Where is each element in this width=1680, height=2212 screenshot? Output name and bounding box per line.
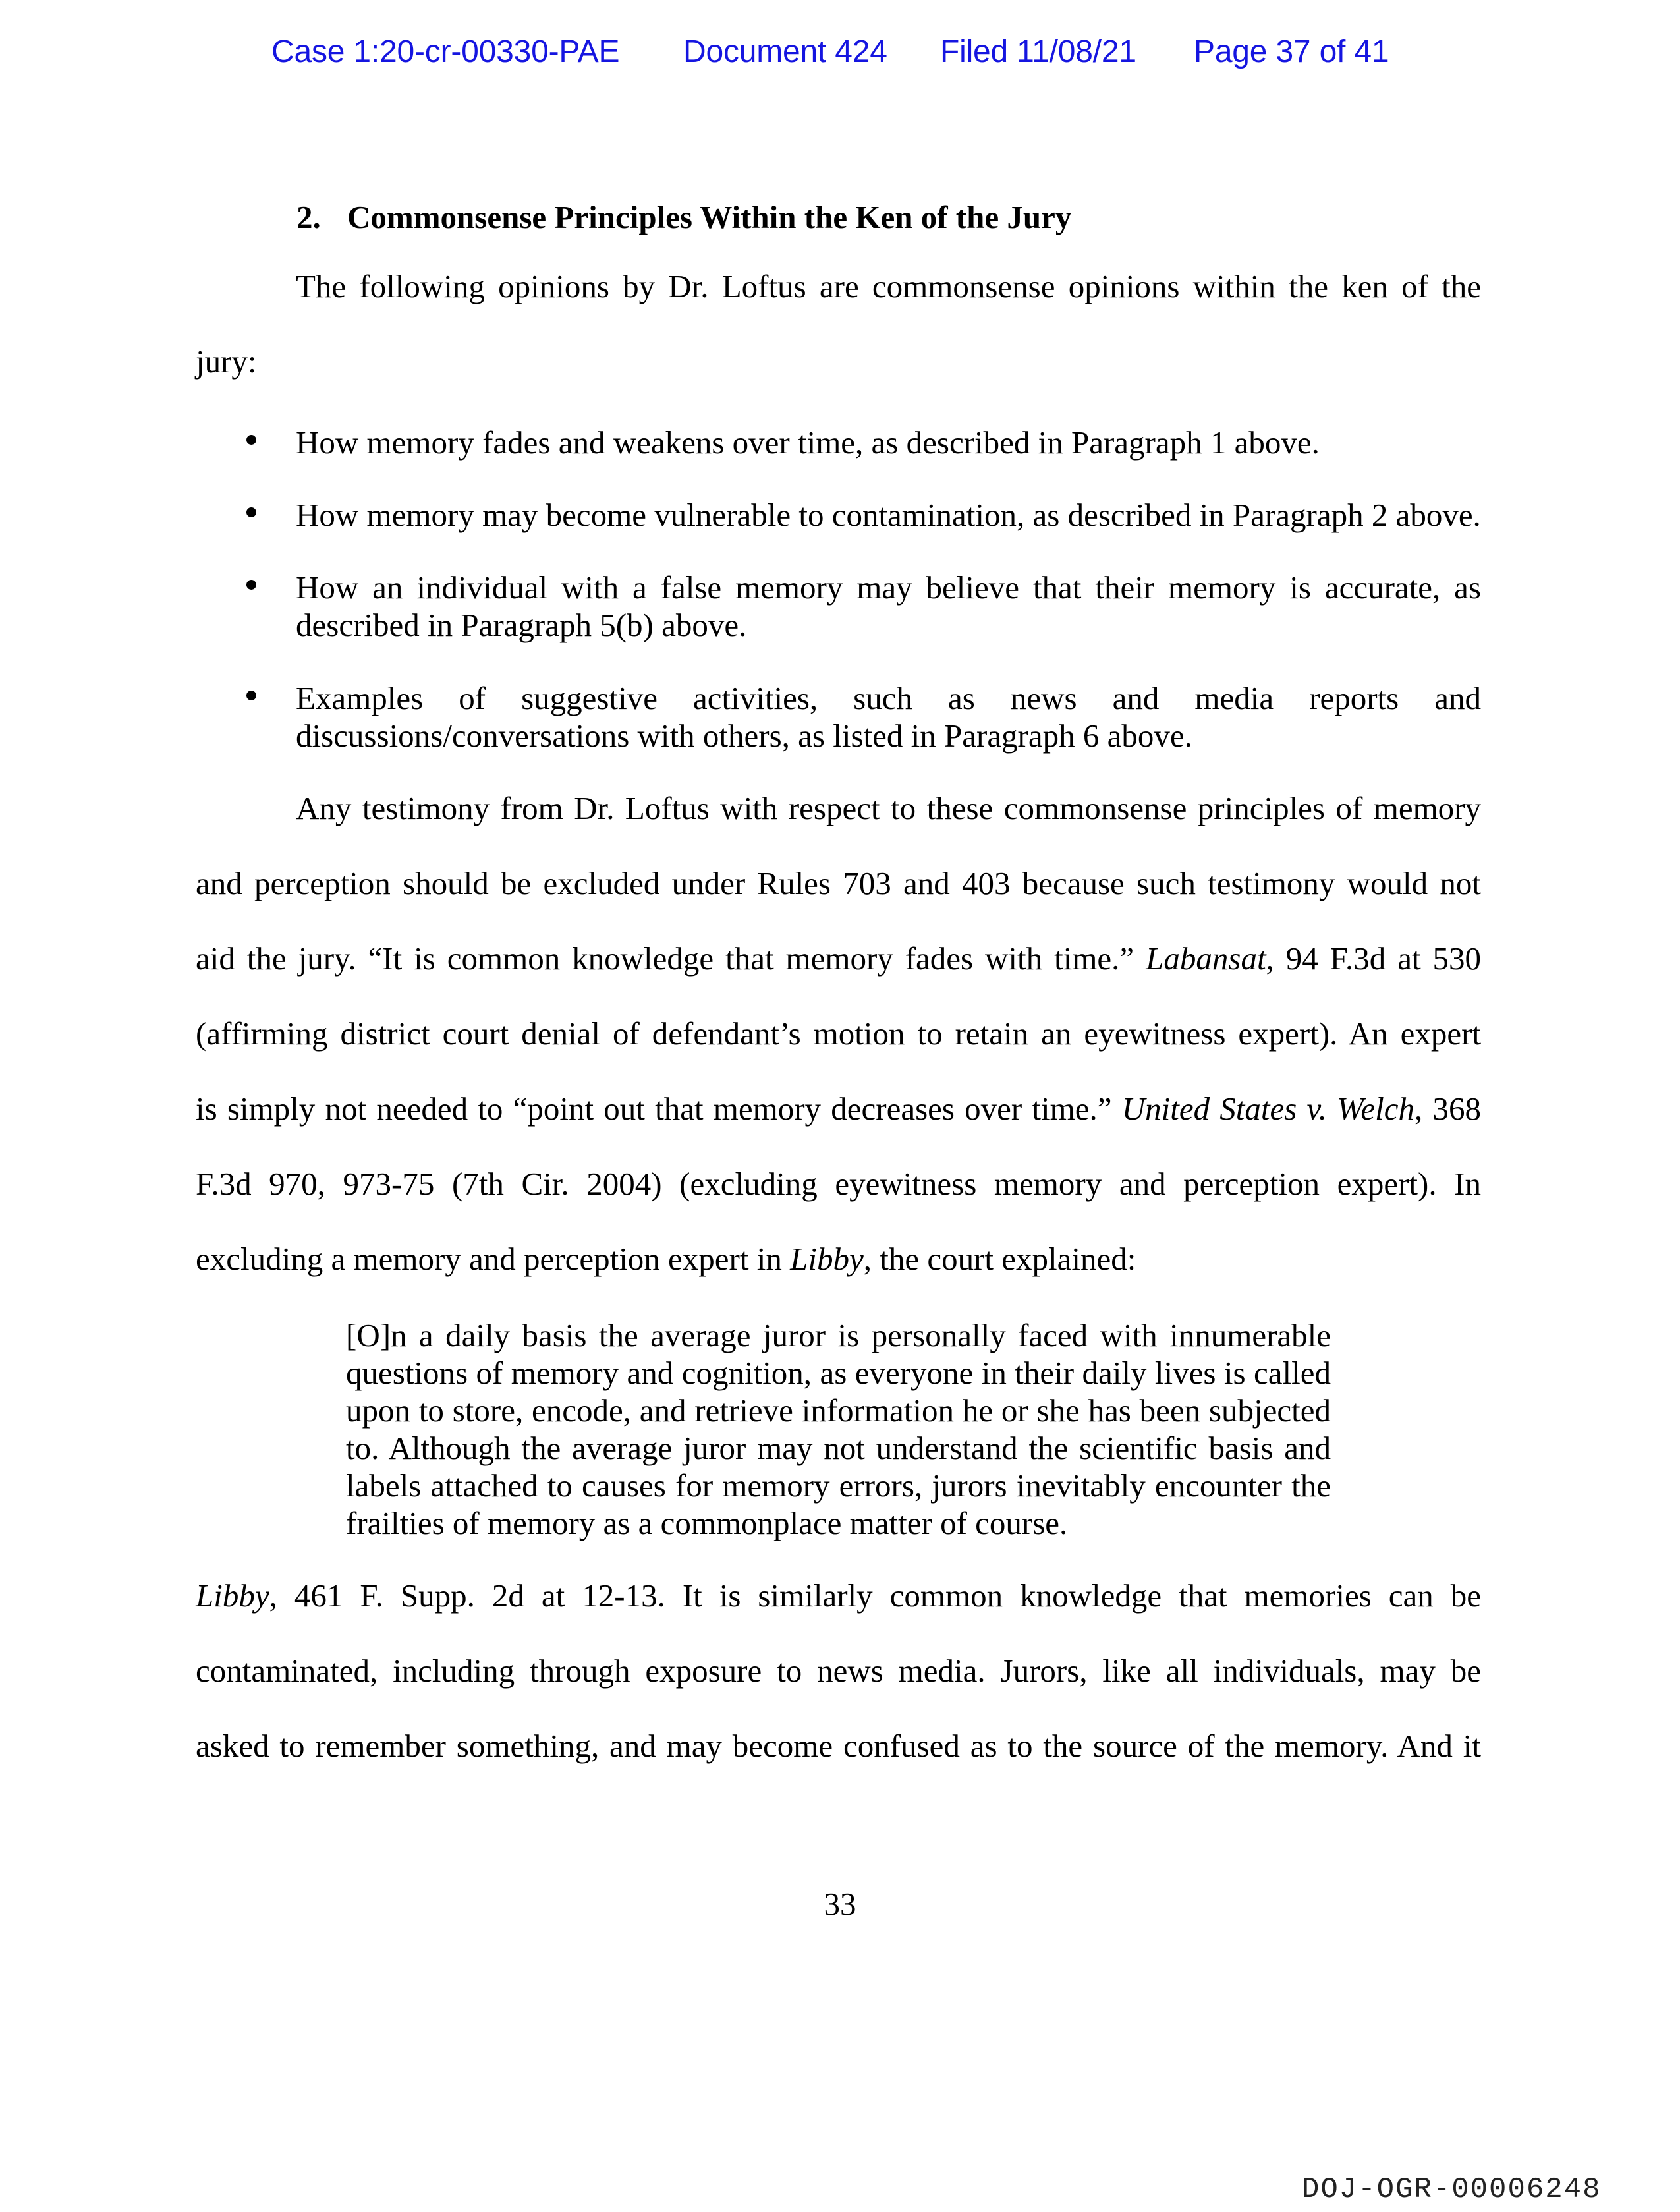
quote-line: questions of memory and cognition, as everyone in their daily lives is called: [346, 1355, 1331, 1391]
quote-line: upon to store, encode, and retrieve information he or she has been subjected: [346, 1392, 1331, 1429]
para1-line-1: Any testimony from Dr. Loftus with respect to these commonsense principles of memory: [296, 790, 1481, 826]
text-run: , 368: [1414, 1091, 1482, 1127]
para1-line-2: and perception should be excluded under Rules 703 and 403 because such testimony would not: [196, 865, 1481, 901]
ecf-header: [0, 29, 1680, 75]
para1-line-6: F.3d 970, 973-75 (7th Cir. 2004) (excluding eyewitness memory and perception expert). In: [196, 1166, 1481, 1202]
filed-date: Filed 11/08/21: [940, 34, 1136, 69]
case-citation: Libby: [790, 1241, 864, 1277]
bullet-icon: [246, 691, 256, 700]
para2-line-1: [196, 1576, 1481, 1616]
intro-line-2: jury:: [196, 343, 257, 380]
para2-line-2: contaminated, including through exposure to news media. Jurors, like all individuals, may be: [196, 1653, 1481, 1689]
bullet-icon: [246, 507, 256, 517]
page-of-total: Page 37 of 41: [1194, 34, 1389, 69]
bullet-text-cont: described in Paragraph 5(b) above.: [296, 607, 747, 643]
bullet-text: Examples of suggestive activities, such as news and media reports and: [296, 680, 1481, 716]
quote-line: to. Although the average juror may not understand the scientific basis and: [346, 1430, 1331, 1466]
bates-number: DOJ-OGR-00006248: [1302, 2173, 1602, 2206]
case-citation: Libby: [196, 1577, 269, 1614]
case-citation: Labansat: [1146, 940, 1266, 977]
block-quote: [346, 1317, 1331, 1542]
section-title: Commonsense Principles Within the Ken of the Jury: [347, 199, 1072, 235]
case-number: Case 1:20-cr-00330-PAE: [271, 34, 620, 69]
para1-line-4: (affirming district court denial of defendant’s motion to retain an eyewitness expert). An expert: [196, 1015, 1481, 1052]
section-number: 2.: [296, 199, 321, 235]
para2-line-3: asked to remember something, and may become confused as to the source of the memory. And it: [196, 1728, 1481, 1764]
para1-line-5: [196, 1089, 1481, 1129]
page-number: 33: [824, 1886, 856, 1922]
text-run: excluding a memory and perception expert in: [196, 1241, 791, 1277]
quote-line: [O]n a daily basis the average juror is personally faced with innumerable: [346, 1317, 1331, 1353]
para1-line-7: [196, 1239, 1136, 1279]
text-run: aid the jury. “It is common knowledge that memory fades with time.”: [196, 940, 1146, 977]
case-citation: United States v. Welch: [1121, 1091, 1415, 1127]
bullet-icon: [246, 435, 256, 445]
bullet-text-cont: discussions/conversations with others, as listed in Paragraph 6 above.: [296, 718, 1192, 754]
intro-line-1: The following opinions by Dr. Loftus are commonsense opinions within the ken of the: [296, 268, 1481, 304]
bullet-icon: [246, 580, 256, 590]
text-run: , 461 F. Supp. 2d at 12-13. It is similarly common knowledge that memories can be: [269, 1577, 1481, 1614]
para1-line-3: [196, 939, 1481, 978]
bullet-text: How memory fades and weakens over time, as described in Paragraph 1 above.: [296, 424, 1320, 461]
bullet-text: How an individual with a false memory may believe that their memory is accurate, as: [296, 569, 1481, 606]
quote-line: labels attached to causes for memory errors, jurors inevitably encounter the: [346, 1467, 1331, 1504]
text-run: is simply not needed to “point out that memory decreases over time.”: [196, 1091, 1122, 1127]
text-run: , 94 F.3d at 530: [1266, 940, 1481, 977]
text-run: , the court explained:: [863, 1241, 1136, 1277]
document-number: Document 424: [683, 34, 887, 69]
bullet-text: How memory may become vulnerable to contamination, as described in Paragraph 2 above.: [296, 497, 1481, 533]
quote-line: frailties of memory as a commonplace matter of course.: [346, 1505, 1068, 1541]
